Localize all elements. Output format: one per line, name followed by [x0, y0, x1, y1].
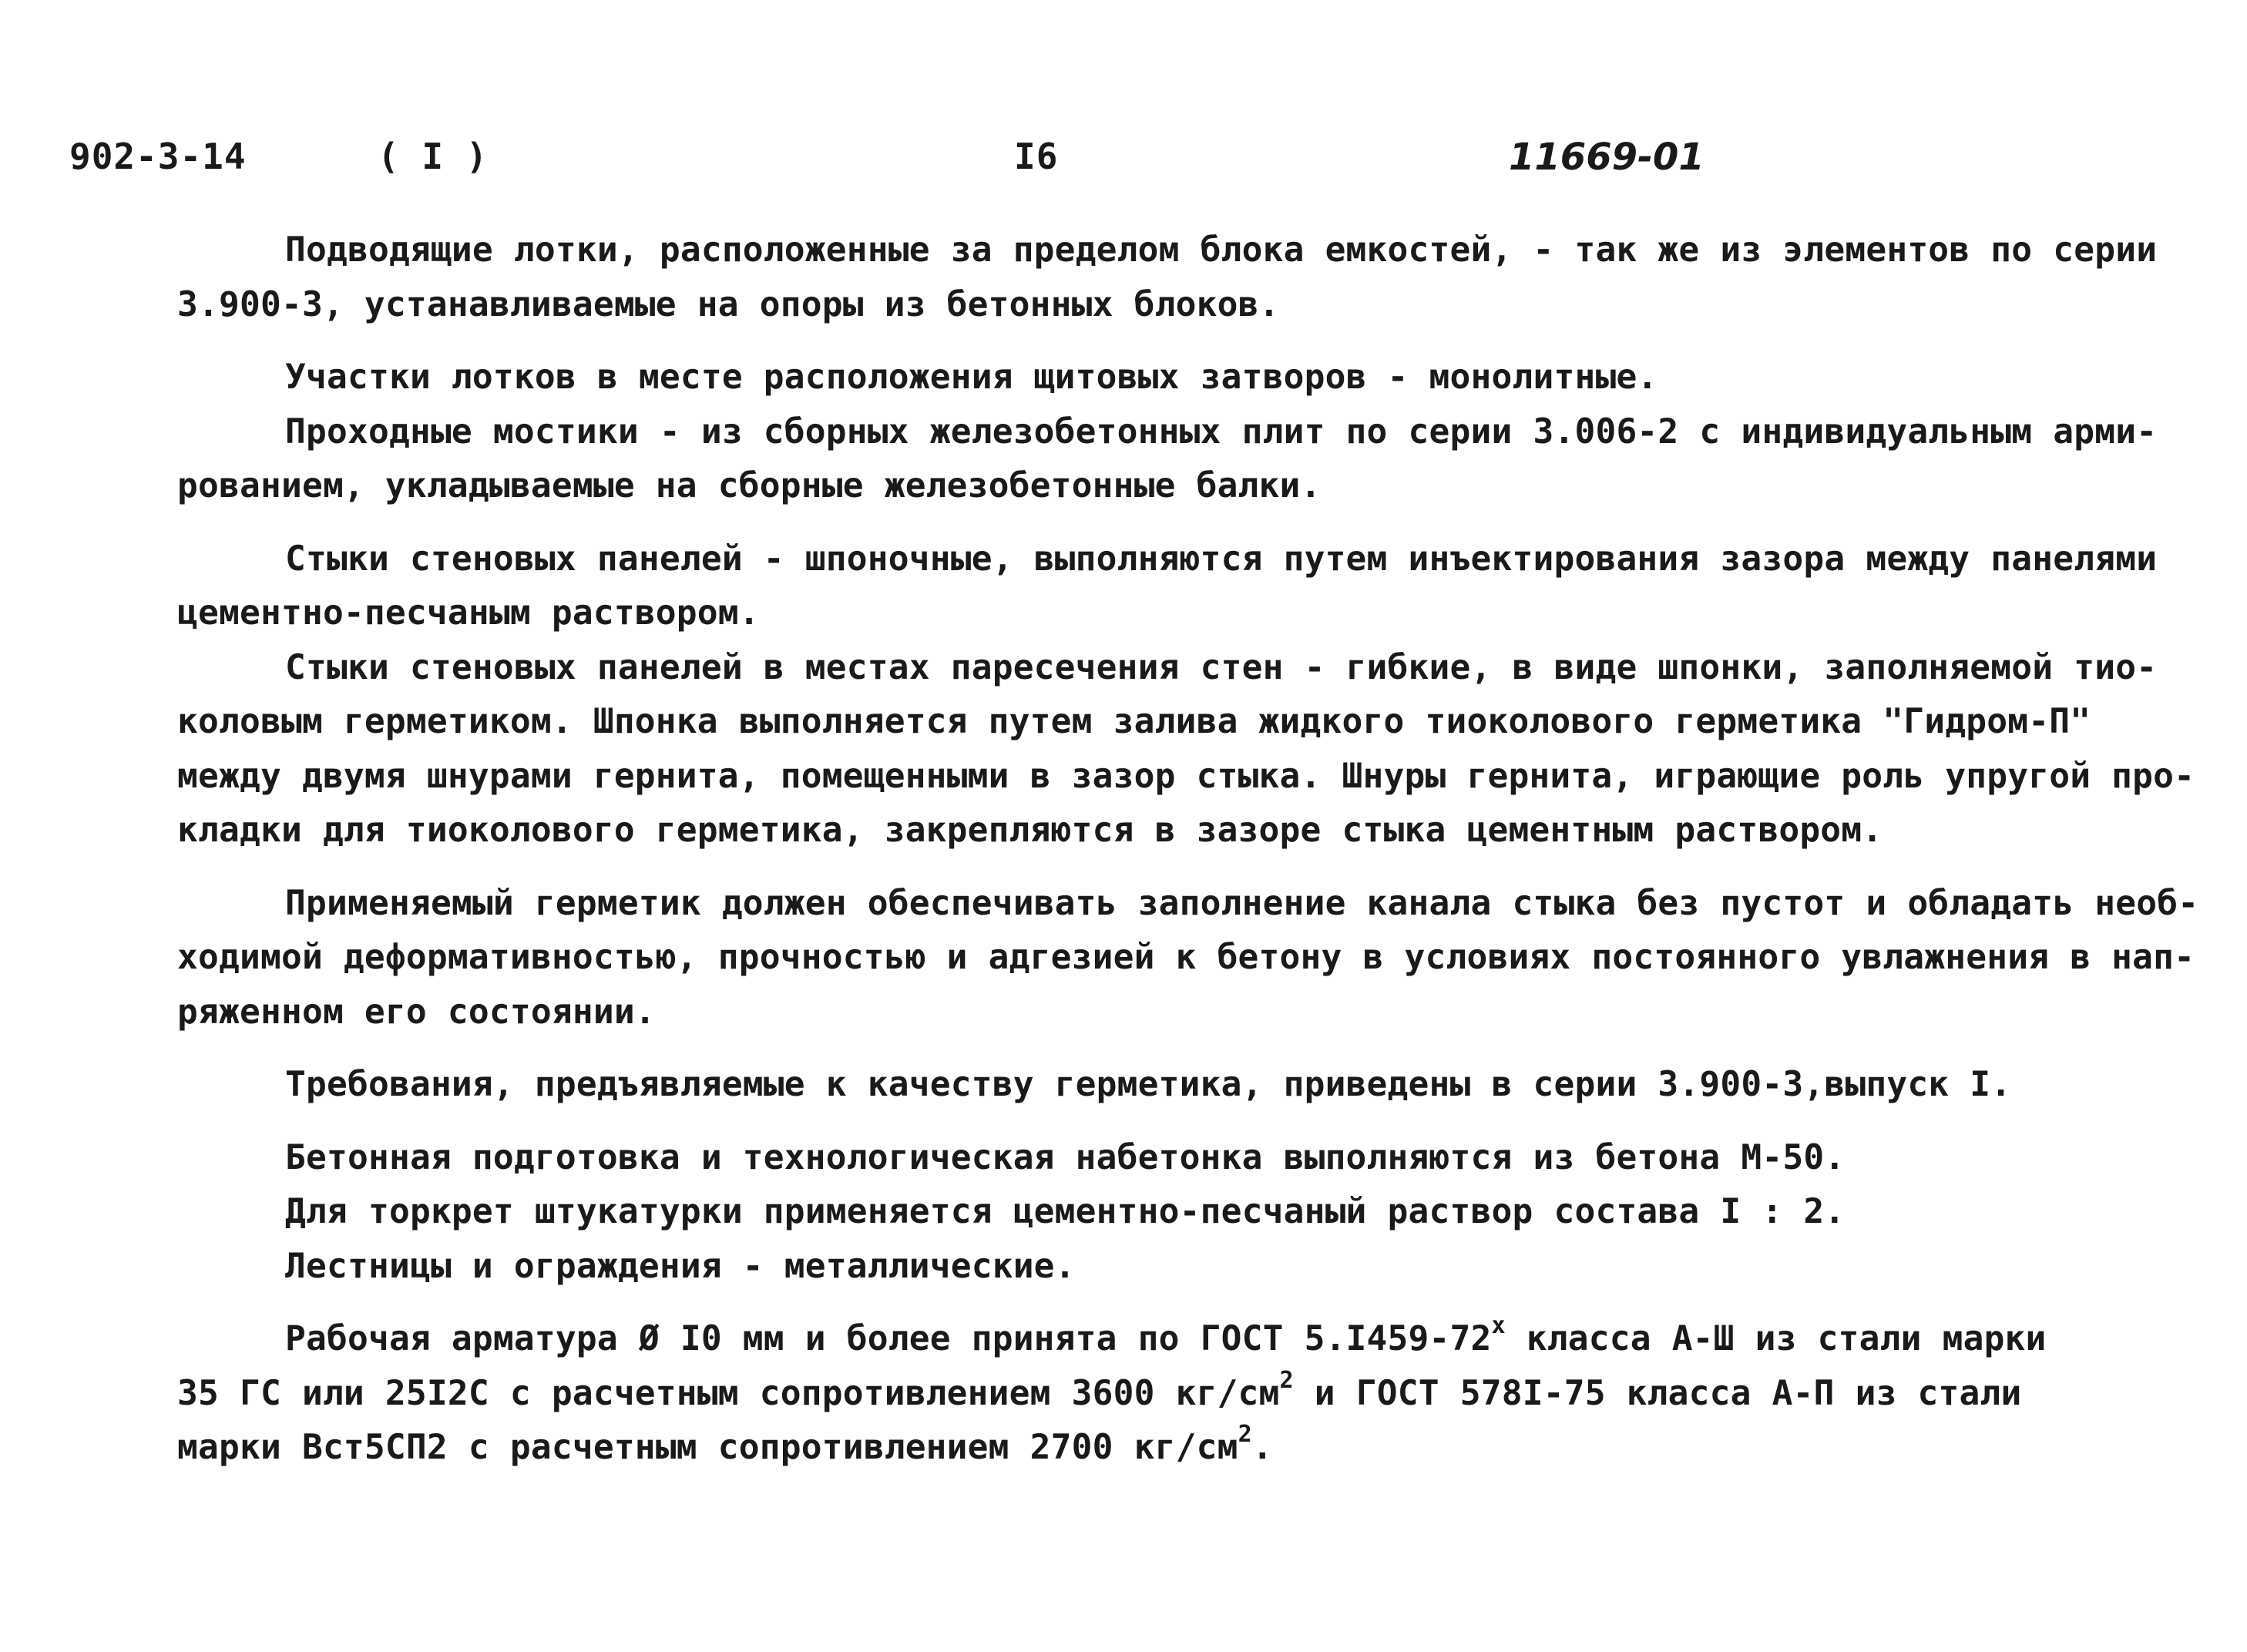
text-line: Подводящие лотки, расположенные за пределом блока емкостей, - так же из элементов по серии	[285, 230, 2158, 270]
paragraph-sealant	[69, 877, 2199, 1040]
paragraph-tray-sections	[69, 351, 2188, 405]
series-number: 902-3-14	[69, 136, 247, 177]
text-line: кладки для тиоколового герметика, закрепляются в зазоре стыка цементным раствором.	[177, 811, 1883, 850]
body-text	[69, 223, 2199, 1476]
text-line: коловым герметиком. Шпонка выполняется путем залива жидкого тиоколового герметика "Гидром-П"	[177, 702, 2091, 741]
paragraph-panel-joints	[69, 532, 2188, 641]
paragraph-walkways	[69, 405, 2188, 514]
handwritten-doc-code: 11669-01	[1509, 136, 1705, 179]
paragraph-supply-trays	[69, 223, 2188, 332]
text-line: Применяемый герметик должен обеспечивать заполнение канала стыка без пустот и обладать необ-	[285, 883, 2199, 923]
page-number: I6	[1014, 136, 1059, 177]
part-number: ( I )	[378, 136, 489, 177]
text-line: Лестницы и ограждения - металлические.	[285, 1246, 1076, 1286]
text-line: ряженном его состоянии.	[177, 992, 656, 1032]
text-line: между двумя шнурами гернита, помещенными в зазор стыка. Шнуры гернита, играющие роль упругой про-	[177, 756, 2195, 796]
text-line: ходимой деформативностью, прочностью и адгезией к бетону в условиях постоянного увлажнения в нап-	[177, 938, 2195, 977]
text-line: Для торкрет штукатурки применяется цементно-песчаный раствор состава I : 2.	[285, 1192, 1846, 1231]
text-line: Бетонная подготовка и технологическая набетонка выполняются из бетона М-50.	[285, 1137, 1846, 1177]
text-line: Требования, предъявляемые к качеству герметика, приведены в серии 3.900-3,выпуск I.	[285, 1065, 2012, 1104]
text-line: Стыки стеновых панелей - шпоночные, выполняются путем инъектирования зазора между панелями	[285, 539, 2158, 579]
text-line: Рабочая арматура Ø I0 мм и более принята по ГОСТ 5.I459-72$^x$ класса А-Ш из стали марки	[285, 1312, 2047, 1358]
text-line: Стыки стеновых панелей в местах паресечения стен - гибкие, в виде шпонки, заполняемой тио-	[285, 647, 2158, 687]
text-line: Участки лотков в месте расположения щитовых затворов - монолитные.	[285, 358, 1658, 397]
paragraph-reinforcement	[69, 1312, 2188, 1476]
text-line: Проходные мостики - из сборных железобетонных плит по серии 3.006-2 с индивидуальным арми-	[285, 411, 2158, 452]
text-line: марки Вст5СП2 с расчетным сопротивлением 2700 $кг/см^2$.	[177, 1421, 1273, 1467]
text-line: рованием, укладываемые на сборные железобетонные балки.	[177, 466, 1322, 505]
paragraph-flexible-joints	[69, 641, 2195, 858]
text-line: цементно-песчаным раствором.	[177, 593, 760, 633]
text-line: 3.900-3, устанавливаемые на опоры из бетонных блоков.	[177, 284, 1280, 324]
paragraph-sealant-requirements	[69, 1058, 2188, 1113]
paragraph-concrete	[69, 1131, 2188, 1294]
text-line: 35 ГС или 25I2С с расчетным сопротивлением 3600 $кг/см^2$ и ГОСТ 578I-75 класса А-П из стали	[177, 1366, 2022, 1413]
